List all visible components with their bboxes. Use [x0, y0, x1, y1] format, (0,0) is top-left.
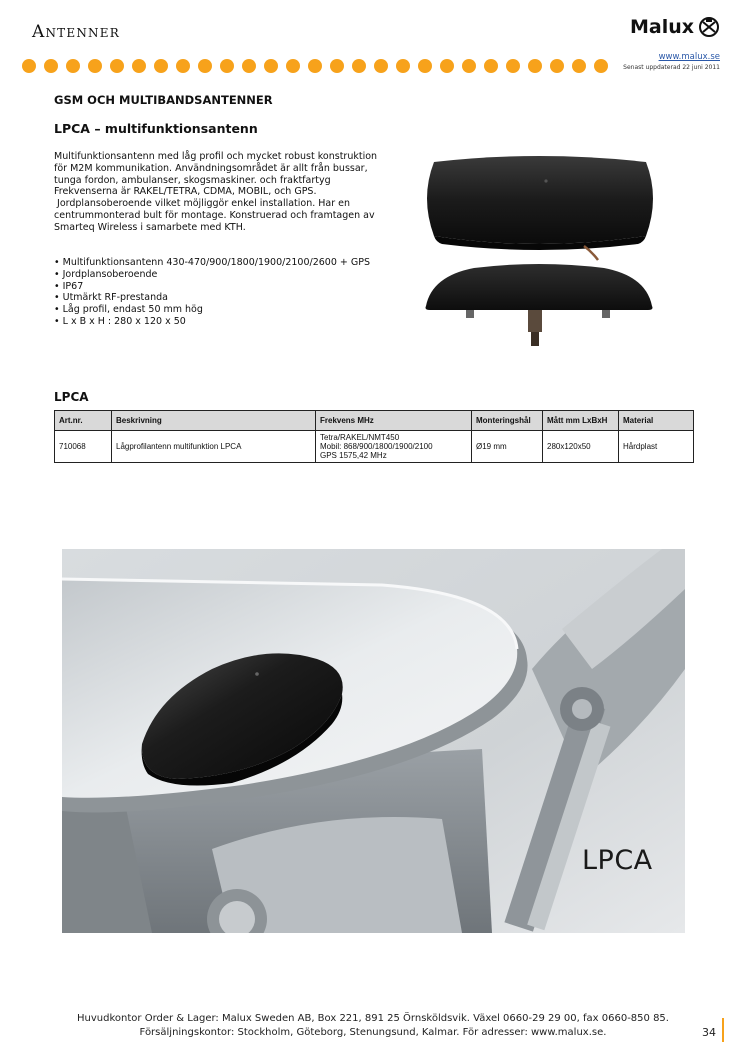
description-line: för M2M kommunikation. Användningsområdet är allt från bussar,: [54, 162, 368, 174]
cell-matt: 280x120x50: [543, 431, 619, 463]
decorative-dot: [154, 59, 168, 73]
decorative-dot: [594, 59, 608, 73]
decorative-dot: [132, 59, 146, 73]
table-heading: LPCA: [54, 390, 89, 404]
page-footer: [0, 1012, 746, 1040]
brand-emblem-icon: [698, 16, 720, 38]
feature-item: • L x B x H : 280 x 120 x 50: [54, 316, 399, 328]
cell-beskrivning: Lågprofilantenn multifunktion LPCA: [112, 431, 316, 463]
product-description: [54, 151, 399, 234]
decorative-dot: [110, 59, 124, 73]
description-line: Multifunktionsantenn med låg profil och mycket robust konstruktion: [54, 151, 378, 162]
column-header-beskrivning: Beskrivning: [112, 411, 316, 431]
cell-material: Hårdplast: [619, 431, 694, 463]
footer-offices-line: Försäljningskontor: Stockholm, Göteborg, Stenungsund, Kalmar. För adresser: www.malux.se.: [139, 1027, 607, 1038]
cell-monteringshal: Ø19 mm: [472, 431, 543, 463]
decorative-dot: [506, 59, 520, 73]
decorative-dot: [220, 59, 234, 73]
feature-item: • Multifunktionsantenn 430-470/900/1800/1900/2100/2600 + GPS: [54, 257, 399, 269]
decorative-dot: [528, 59, 542, 73]
decorative-dot: [484, 59, 498, 73]
feature-list: [54, 257, 399, 328]
decorative-dot: [198, 59, 212, 73]
decorative-dot: [88, 59, 102, 73]
column-header-frekvens: Frekvens MHz: [316, 411, 472, 431]
last-updated-text: Senast uppdaterad 22 juni 2011: [623, 64, 720, 71]
decorative-dot: [330, 59, 344, 73]
frequency-line: Tetra/RAKEL/NMT450: [320, 433, 400, 442]
decorative-dot: [440, 59, 454, 73]
decorative-dot: [396, 59, 410, 73]
decorative-dot: [242, 59, 256, 73]
feature-item: • Utmärkt RF-prestanda: [54, 292, 399, 304]
product-heading: LPCA – multifunktionsantenn: [54, 121, 258, 136]
decorative-dot: [176, 59, 190, 73]
page-number: 34: [702, 1026, 716, 1039]
column-header-matt: Mått mm LxBxH: [543, 411, 619, 431]
feature-item: • IP67: [54, 281, 399, 293]
feature-item: • Jordplansoberoende: [54, 269, 399, 281]
photo-product-label: LPCA: [582, 845, 653, 876]
page-number-rule: [722, 1018, 724, 1042]
decorative-dot: [462, 59, 476, 73]
description-line: tunga fordon, ambulanser, skogsmaskiner. och fraktfartyg: [54, 174, 331, 186]
footer-address-line: Huvudkontor Order & Lager: Malux Sweden AB, Box 221, 891 25 Örnsköldsvik. Växel 0660-29 29 00, fax 0660-850 85.: [77, 1013, 669, 1024]
decorative-dot: [66, 59, 80, 73]
brand-logo: [630, 16, 720, 38]
spec-table: [54, 410, 694, 463]
brand-name: Malux: [629, 16, 694, 38]
decorative-dot: [286, 59, 300, 73]
decorative-dot-row: [22, 59, 608, 73]
decorative-dot: [572, 59, 586, 73]
page-category-title: Antenner: [32, 22, 120, 42]
table-header-row: [55, 411, 694, 431]
decorative-dot: [550, 59, 564, 73]
description-line: Frekvenserna är RAKEL/TETRA, CDMA, MOBIL, och GPS.: [54, 186, 317, 198]
antenna-product-photo: [414, 148, 664, 348]
website-link[interactable]: www.malux.se: [658, 52, 720, 62]
table-row: [55, 431, 694, 463]
frequency-line: Mobil: 868/900/1800/1900/2100: [320, 442, 433, 451]
decorative-dot: [22, 59, 36, 73]
column-header-art-nr: Art.nr.: [55, 411, 112, 431]
description-line: centrummonterad bult för montage. Konstruerad och framtagen av: [54, 209, 375, 221]
description-line: Jordplansoberoende vilket möjliggör enkel installation. Har en: [54, 198, 351, 210]
description-line: Smarteq Wireless i samarbete med KTH.: [54, 221, 246, 233]
decorative-dot: [418, 59, 432, 73]
decorative-dot: [264, 59, 278, 73]
section-heading: GSM OCH MULTIBANDSANTENNER: [54, 93, 273, 107]
decorative-dot: [352, 59, 366, 73]
feature-item: • Låg profil, endast 50 mm hög: [54, 304, 399, 316]
frequency-line: GPS 1575,42 MHz: [320, 451, 387, 460]
decorative-dot: [44, 59, 58, 73]
decorative-dot: [308, 59, 322, 73]
cell-frekvens: [316, 431, 472, 463]
decorative-dot: [374, 59, 388, 73]
column-header-monteringshal: Monteringshål: [472, 411, 543, 431]
cell-art-nr: 710068: [55, 431, 112, 463]
column-header-material: Material: [619, 411, 694, 431]
